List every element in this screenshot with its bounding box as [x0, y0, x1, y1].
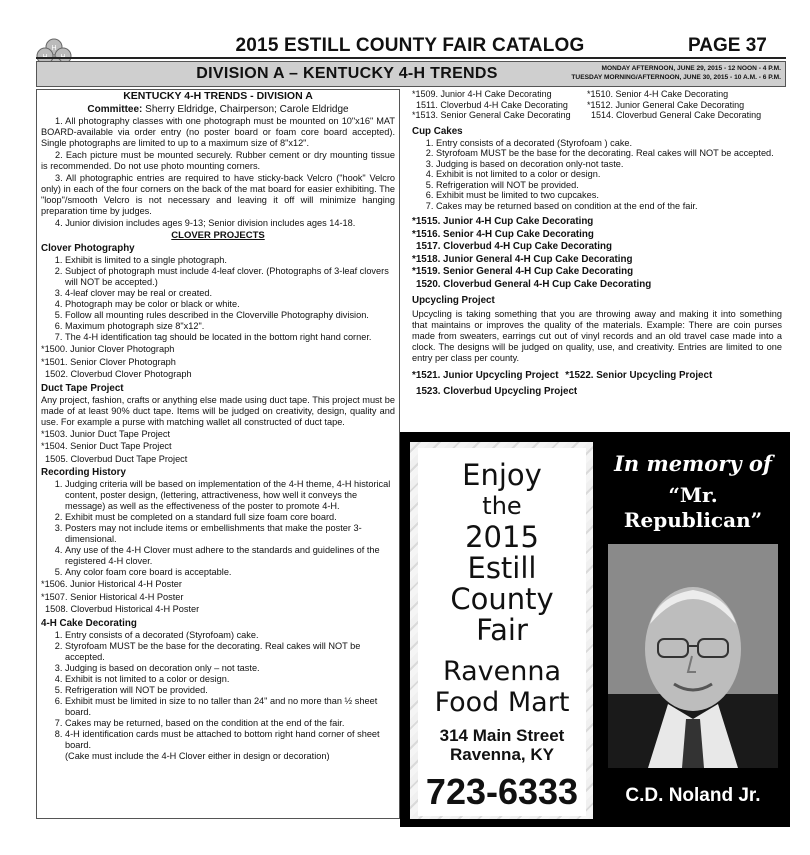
- catalog-title: 2015 ESTILL COUNTY FAIR CATALOG: [235, 35, 585, 56]
- ad-line: County: [450, 582, 554, 616]
- recording-history-rules: [41, 479, 395, 578]
- store-name-line2: Food Mart: [434, 687, 570, 718]
- class-entry: *1512. Junior General Cake Decorating: [587, 99, 745, 110]
- list-item: 4. Any use of the 4-H Clover must adhere to the standards and guidelines of the registered 4-H clover.: [65, 545, 395, 567]
- memorial-ad: [600, 440, 786, 821]
- list-item: 3. Judging is based on decoration only – not taste.: [65, 663, 395, 674]
- ad-line: 2015: [465, 520, 539, 554]
- list-item: 4. Photograph may be color or black or white.: [65, 299, 395, 310]
- list-item: 1. Entry consists of a decorated (Styrofoam ) cake.: [436, 138, 782, 149]
- rule-paragraph: 2. Each picture must be mounted securely. Rubber cement or dry mounting tissue is recommended. Do not use photo mounting corners.: [41, 150, 395, 171]
- list-item: 1. Judging criteria will be based on implementation of the 4-H theme, 4-H historical content, poster design, (lettering, attractiveness, how well it conveys the message) as well as the effectiveness of the poster to promote 4-H.: [65, 479, 395, 512]
- list-item: 5. Follow all mounting rules described in the Cloverville Photography division.: [65, 310, 395, 321]
- cupcakes-rules: [412, 138, 782, 212]
- list-item: 5. Refrigeration will NOT be provided.: [436, 180, 782, 191]
- committee-line: [41, 103, 395, 116]
- time-line-2: TUESDAY MORNING/AFTERNOON, JUNE 30, 2015 - 10 A.M. - 6 P.M.: [571, 74, 781, 81]
- list-item: 3. Judging is based on decoration only-not taste.: [436, 159, 782, 170]
- list-item: 1. Exhibit is limited to a single photograph.: [65, 255, 395, 266]
- page-number: PAGE 37: [688, 35, 767, 56]
- division-times: [571, 64, 781, 82]
- list-item: 7. Cakes may be returned, based on the condition at the end of the fair.: [65, 718, 395, 729]
- list-item: 1. Entry consists of a decorated (Styrofoam) cake.: [65, 630, 395, 641]
- list-item: 6. Maximum photograph size 8"x12".: [65, 321, 395, 332]
- class-entry: *1518. Junior General 4-H Cup Cake Decorating: [412, 253, 633, 265]
- class-entry: *1521. Junior Upcycling Project: [412, 370, 559, 381]
- store-name-line1: Ravenna: [442, 656, 562, 687]
- rule-paragraph: 1. All photography classes with one photograph must be mounted on 10"x16" MAT BOARD-available via order entry (no poster board or foam core board accepted). Single photographs are limited to up to a maximum size of 8"x12".: [41, 116, 395, 148]
- list-item: 7. The 4-H identification tag should be located in the bottom right hand corner.: [65, 332, 395, 343]
- committee-names: Sherry Eldridge, Chairperson; Carole Eldridge: [145, 104, 349, 115]
- cake-decorating-title: 4-H Cake Decorating: [41, 617, 137, 629]
- cupcakes-title: Cup Cakes: [412, 125, 463, 137]
- class-list: [41, 578, 395, 616]
- ravenna-food-mart-ad: [408, 440, 595, 821]
- list-item: 7. Cakes may be returned based on condition at the end of the fair.: [436, 201, 782, 212]
- class-entry: 1511. Cloverbud 4-H Cake Decorating: [416, 99, 568, 110]
- section-heading: KENTUCKY 4-H TRENDS - DIVISION A: [123, 90, 313, 102]
- duct-tape-text: Any project, fashion, crafts or anything else made using duct tape. This project must be made of at least 90% duct tape. Items will be judged on creativity, design, quality and use. For example a purse with matching wallet all constructed of duct tape.: [41, 394, 395, 427]
- class-entry: 1520. Cloverbud General 4-H Cup Cake Decorating: [416, 278, 652, 290]
- left-column: [36, 89, 400, 819]
- class-entry: *1522. Senior Upcycling Project: [565, 370, 713, 381]
- list-item: 2. Subject of photograph must include 4-leaf clover. (Photographs of 3-leaf clovers will NOT be accepted.): [65, 266, 395, 288]
- class-entry: *1501. Senior Clover Photograph: [41, 356, 176, 367]
- ad-line: Enjoy: [462, 458, 542, 492]
- class-entry: 1508. Cloverbud Historical 4-H Poster: [45, 604, 200, 614]
- list-item: 3. Posters may not include items or embellishments that make the poster 3-dimensional.: [65, 523, 395, 545]
- right-column: [408, 89, 786, 419]
- class-entry: *1500. Junior Clover Photograph: [41, 344, 175, 354]
- list-item: 2. Styrofoam MUST be the base for the decorating. Real cakes will NOT be accepted.: [436, 148, 782, 159]
- time-line-1: MONDAY AFTERNOON, JUNE 29, 2015 - 12 NOON - 4 P.M.: [601, 65, 781, 72]
- address-line2: Ravenna, KY: [450, 745, 554, 764]
- list-item: 2. Exhibit must be completed on a standard full size foam core board.: [65, 512, 395, 523]
- memorial-name: C.D. Noland Jr.: [625, 785, 761, 806]
- cake-decorating-rules: [41, 630, 395, 751]
- division-banner: [36, 61, 786, 87]
- upcycling-class-row: [412, 370, 782, 383]
- duct-tape-title: Duct Tape Project: [41, 382, 124, 394]
- ad-line: Fair: [476, 613, 528, 647]
- ad-line: Estill: [467, 551, 537, 585]
- class-entry: *1516. Senior 4-H Cup Cake Decorating: [412, 228, 594, 240]
- cake-note: (Cake must include the 4-H Clover either in design or decoration): [65, 750, 330, 761]
- class-entry: 1505. Cloverbud Duct Tape Project: [45, 453, 188, 464]
- class-list: [41, 428, 395, 466]
- portrait-illustration: [608, 544, 778, 768]
- ad-content: [418, 448, 586, 816]
- committee-label: Committee:: [87, 104, 143, 115]
- list-item: 5. Refrigeration will NOT be provided.: [65, 685, 395, 696]
- memorial-title: In memory of: [614, 451, 772, 476]
- clover-photography-rules: [41, 255, 395, 343]
- header-divider: [36, 57, 786, 59]
- list-item: 4. Exhibit is not limited to a color or design.: [436, 169, 782, 180]
- store-phone: 723-6333: [425, 771, 579, 812]
- cake-class-grid: [412, 89, 782, 121]
- class-entry: *1507. Senior Historical 4-H Poster: [41, 591, 184, 602]
- list-item: 3. 4-leaf clover may be real or created.: [65, 288, 395, 299]
- class-list: [41, 343, 395, 381]
- list-item: 8. 4-H identification cards must be attached to bottom right hand corner of sheet board.: [65, 729, 395, 751]
- class-entry: *1519. Senior General 4-H Cup Cake Decorating: [412, 266, 634, 277]
- list-item: 6. Exhibit must be limited to two cupcakes.: [436, 190, 782, 201]
- class-entry: 1502. Cloverbud Clover Photograph: [45, 369, 192, 379]
- store-address: [418, 726, 586, 764]
- rule-paragraph: 4. Junior division includes ages 9-13; Senior division includes ages 14-18.: [55, 218, 356, 228]
- memorial-subtitle: “Mr. Republican”: [623, 483, 763, 532]
- list-item: 4. Exhibit is not limited to a color or design.: [65, 674, 395, 685]
- class-entry: *1506. Junior Historical 4-H Poster: [41, 579, 182, 589]
- class-entry: 1514. Cloverbud General Cake Decorating: [591, 110, 762, 120]
- address-line1: 314 Main Street: [439, 726, 565, 745]
- class-entry: 1517. Cloverbud 4-H Cup Cake Decorating: [416, 241, 612, 252]
- division-title: DIVISION A – KENTUCKY 4-H TRENDS: [196, 65, 498, 82]
- class-entry: *1510. Senior 4-H Cake Decorating: [587, 89, 729, 99]
- recording-history-title: Recording History: [41, 467, 126, 478]
- portrait-photo: [608, 544, 778, 768]
- upcycling-text: Upcycling is taking something that you are throwing away and making it into something that maintains or improves the quality of the materials. Example: There are coin purses made from sweaters, earrings cut out of vinyl records and an old travel case made into a clock. The designs will be judged on quality, use, and creativity. Entries are limited to one entry per class per county.: [412, 309, 782, 363]
- upcycling-title: Upcycling Project: [412, 295, 495, 306]
- class-entry: *1515. Junior 4-H Cup Cake Decorating: [412, 216, 594, 227]
- class-entry: *1503. Junior Duct Tape Project: [41, 428, 171, 439]
- clover-projects-heading: CLOVER PROJECTS: [171, 230, 265, 241]
- cupcake-class-list: [412, 216, 782, 291]
- list-item: 2. Styrofoam MUST be the base for the decorating. Real cakes will NOT be accepted.: [65, 641, 395, 663]
- list-item: 5. Any color foam core board is acceptable.: [65, 567, 395, 578]
- class-entry: 1523. Cloverbud Upcycling Project: [416, 385, 578, 397]
- svg-text:H: H: [51, 45, 57, 52]
- class-entry: *1509. Junior 4-H Cake Decorating: [412, 89, 552, 99]
- ad-line: the: [482, 492, 522, 520]
- class-entry: *1504. Senior Duct Tape Project: [41, 441, 172, 451]
- class-entry: *1513. Senior General Cake Decorating: [412, 110, 571, 120]
- rule-paragraph: 3. All photographic entries are required to have sticky-back Velcro ("hook" Velcro only) in each of the four corners on the back of the mat board for easier exhibiting. The "loop"/smooth Velcro is not necessary and leaving it off will minimize hanging preparation time by judges.: [41, 173, 395, 216]
- list-item: 6. Exhibit must be limited in size to no taller than 24" and no more than ½ sheet board.: [65, 696, 395, 718]
- clover-photography-title: Clover Photography: [41, 243, 135, 254]
